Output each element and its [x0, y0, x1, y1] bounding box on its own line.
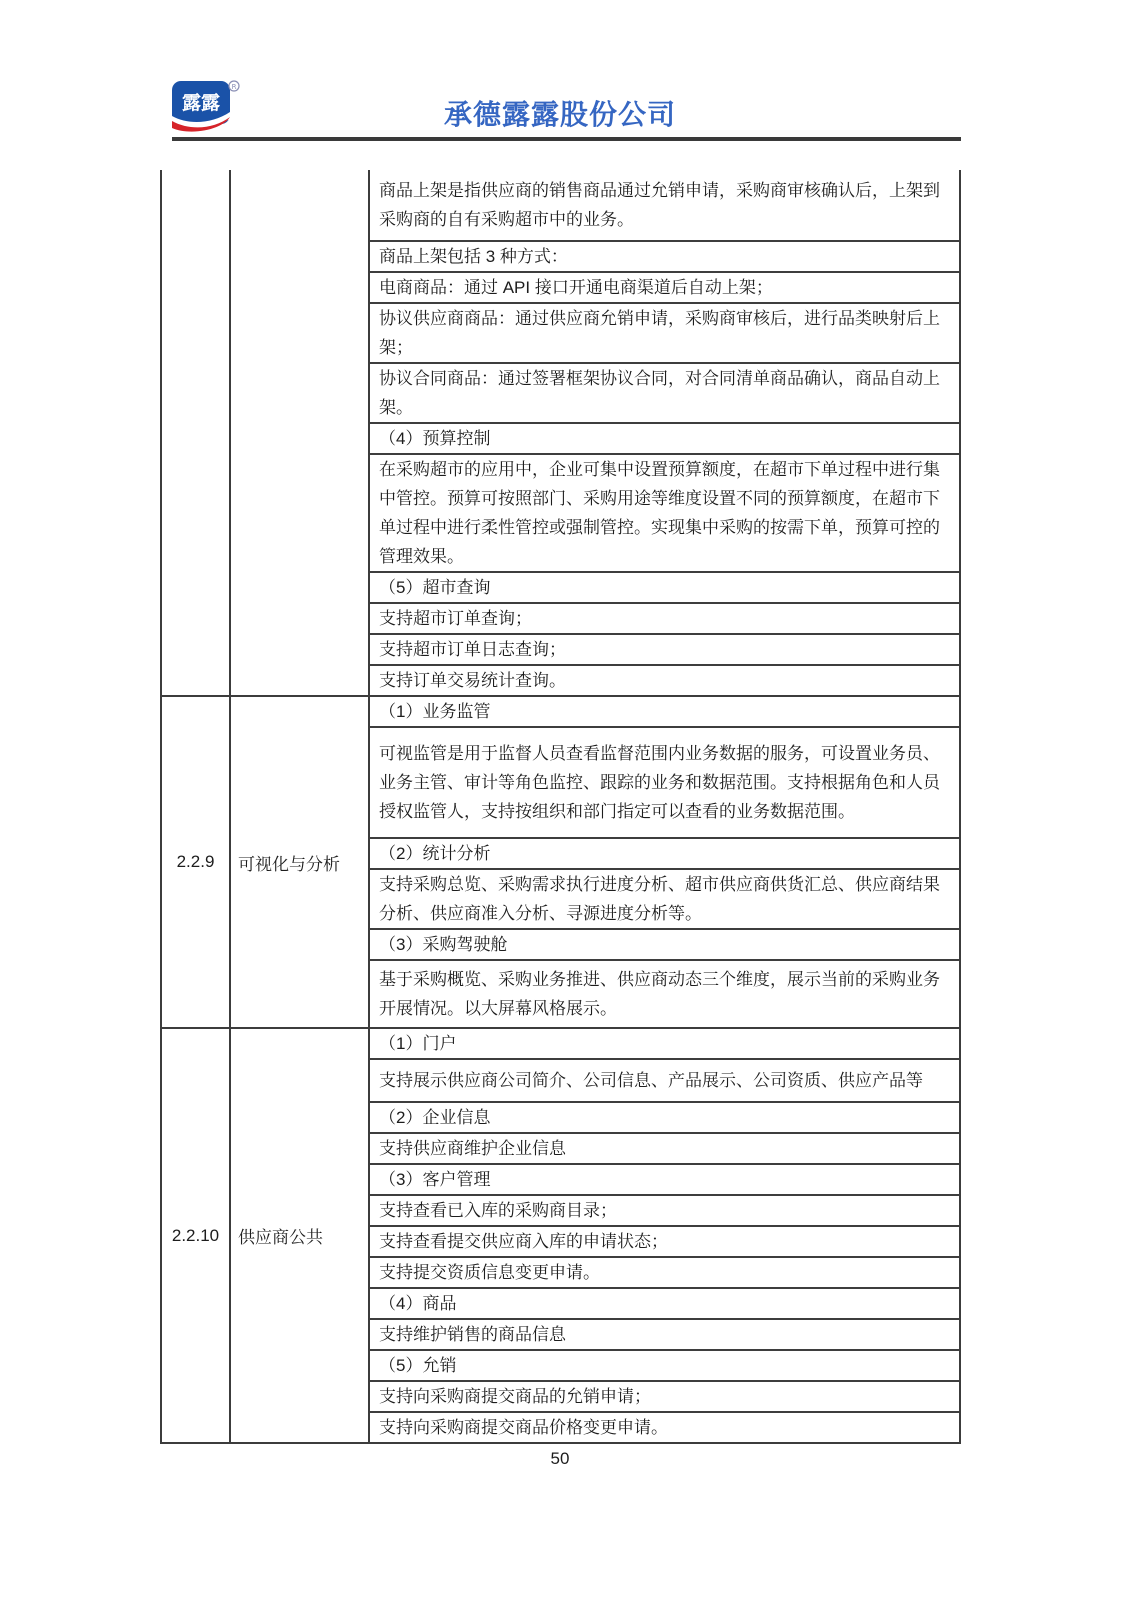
- table-row: （2）企业信息: [370, 1103, 959, 1134]
- table-row: 商品上架包括 3 种方式：: [370, 242, 959, 273]
- table-row: 支持向采购商提交商品价格变更申请。: [379, 1418, 668, 1437]
- table-section-2-2-9: [162, 695, 959, 1027]
- table-row: 在采购超市的应用中，企业可集中设置预算额度，在超市下单过程中进行集中管控。预算可按照部门、采购用途等维度设置不同的预算额度，在超市下单过程中进行柔性管控或强制管控。实现集中采购的按需下单，预算可控的管理效果。: [370, 455, 959, 573]
- table-row: 基于采购概览、采购业务推进、供应商动态三个维度，展示当前的采购业务开展情况。以大屏幕风格展示。: [379, 970, 940, 1018]
- table-row: 支持采购总览、采购需求执行进度分析、超市供应商供货汇总、供应商结果分析、供应商准入分析、寻源进度分析等。: [370, 870, 959, 930]
- table-row: （3）客户管理: [370, 1165, 959, 1196]
- table-row: 协议供应商商品：通过供应商允销申请，采购商审核后，进行品类映射后上架；: [370, 304, 959, 364]
- table-row: （4）预算控制: [370, 424, 959, 455]
- table-row: 电商商品：通过 API 接口开通电商渠道后自动上架；: [370, 273, 959, 304]
- table-row: 支持订单交易统计查询。: [379, 671, 566, 690]
- table-row: 支持查看已入库的采购商目录；: [370, 1196, 959, 1227]
- section-number: 2.2.10: [162, 1029, 231, 1442]
- section-number: [162, 170, 231, 695]
- header-rule: [172, 137, 961, 141]
- section-rows: [370, 1029, 959, 1442]
- table-row: （1）门户: [370, 1029, 959, 1060]
- table-row: （1）业务监管: [370, 697, 959, 728]
- table-section-2-2-10: [162, 1027, 959, 1442]
- table-row: （3）采购驾驶舱: [370, 930, 959, 961]
- table-row: （2）统计分析: [370, 839, 959, 870]
- section-rows: [370, 697, 959, 1027]
- table-row: 支持超市订单日志查询；: [370, 635, 959, 666]
- table-row: 支持提交资质信息变更申请。: [370, 1258, 959, 1289]
- table-row: 支持供应商维护企业信息: [370, 1134, 959, 1165]
- svg-text:露露: 露露: [181, 92, 221, 114]
- section-name: 供应商公共: [231, 1029, 370, 1442]
- features-table: [160, 170, 961, 1444]
- table-row: （5）允销: [370, 1351, 959, 1382]
- section-rows: [370, 170, 959, 695]
- section-name: 可视化与分析: [231, 697, 370, 1027]
- table-row: 支持向采购商提交商品的允销申请；: [370, 1382, 959, 1413]
- table-row: 协议合同商品：通过签署框架协议合同，对合同清单商品确认，商品自动上架。: [370, 364, 959, 424]
- table-row: 支持超市订单查询；: [370, 604, 959, 635]
- section-name: [231, 170, 370, 695]
- table-row: （5）超市查询: [370, 573, 959, 604]
- table-row: 商品上架是指供应商的销售商品通过允销申请，采购商审核确认后，上架到采购商的自有采购超市中的业务。: [370, 170, 959, 242]
- table-section-continued: [162, 170, 959, 695]
- table-row: 支持查看提交供应商入库的申请状态；: [370, 1227, 959, 1258]
- section-number: 2.2.9: [162, 697, 231, 1027]
- page-number: 50: [550, 1449, 570, 1468]
- table-row: （4）商品: [370, 1289, 959, 1320]
- company-title: 承德露露股份公司: [443, 99, 676, 130]
- svg-text:R: R: [231, 83, 237, 91]
- table-row: 可视监管是用于监督人员查看监督范围内业务数据的服务，可设置业务员、业务主管、审计等角色监控、跟踪的业务和数据范围。支持根据角色和人员授权监管人，支持按组织和部门指定可以查看的业务数据范围。: [370, 728, 959, 839]
- table-row: 支持展示供应商公司简介、公司信息、产品展示、公司资质、供应产品等: [370, 1060, 959, 1103]
- table-row: 支持维护销售的商品信息: [370, 1320, 959, 1351]
